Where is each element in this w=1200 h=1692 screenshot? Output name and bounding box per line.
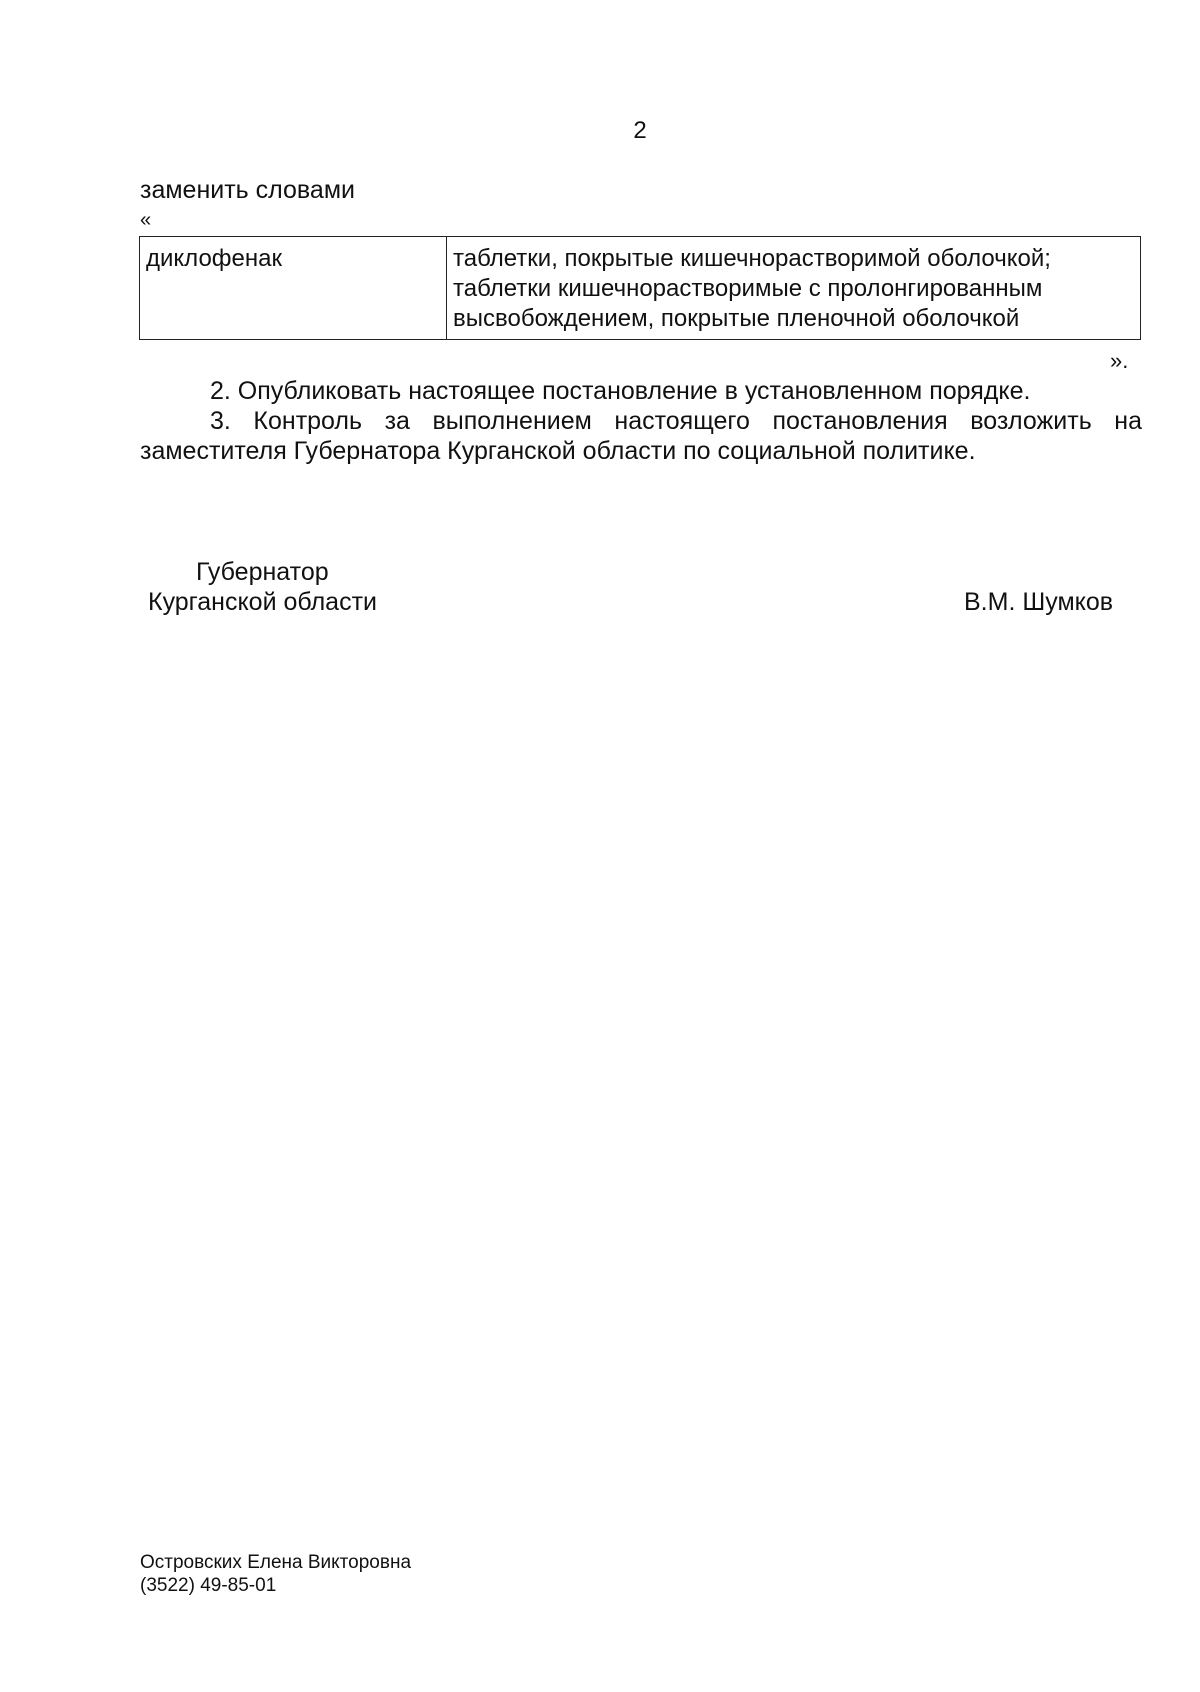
paragraph-2: 2. Опубликовать настоящее постановление в установленном порядке. xyxy=(210,377,1031,405)
signature-title: Губернатор xyxy=(196,558,329,586)
open-quote: « xyxy=(140,209,152,231)
contact-name: Островских Елена Викторовна xyxy=(140,1552,412,1573)
drug-table xyxy=(139,236,1141,340)
dosage-forms-cell xyxy=(447,237,1141,340)
paragraph-3-line-1: 3. Контроль за выполнением настоящего постановления возложить на xyxy=(210,407,1142,435)
signature-region: Курганской области xyxy=(148,588,378,616)
signature-name: В.М. Шумков xyxy=(964,588,1114,616)
contact-phone: (3522) 49-85-01 xyxy=(140,1575,277,1596)
dosage-form-line: таблетки, покрытые кишечнорастворимой оболочкой; xyxy=(453,245,1051,272)
drug-name-cell: диклофенак xyxy=(140,237,447,340)
paragraph-3-line-2: заместителя Губернатора Курганской области по социальной политике. xyxy=(140,437,976,465)
intro-text: заменить словами xyxy=(140,176,355,204)
table-row xyxy=(140,237,1141,340)
close-quote: ». xyxy=(1110,348,1129,373)
page-number: 2 xyxy=(633,117,647,144)
dosage-form-line: высвобождением, покрытые пленочной оболочкой xyxy=(453,305,1020,332)
dosage-form-line: таблетки кишечнорастворимые с пролонгированным xyxy=(453,275,1043,302)
